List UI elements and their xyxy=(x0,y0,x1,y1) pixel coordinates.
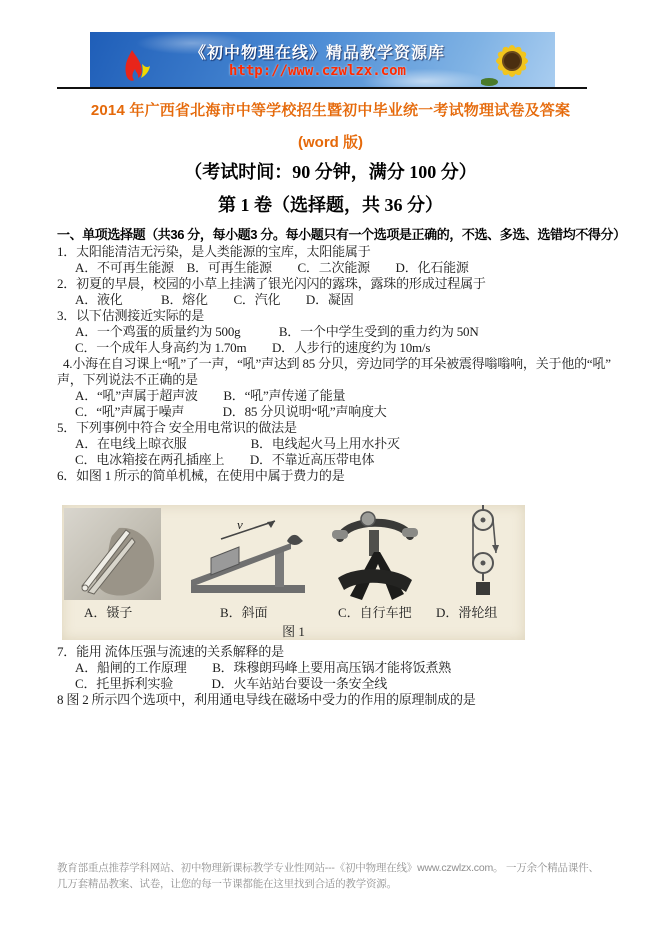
footer-line-2: 几万套精品教案、试卷，让您的每一节课都能在这里找到合适的教学资源。 xyxy=(57,878,397,890)
site-banner xyxy=(90,32,555,88)
question-4-stem-line1: 4.小海在自习课上“吼”了一声，“吼”声达到 85 分贝，旁边同学的耳朵被震得嗡嗡响，关于他的“吼” xyxy=(63,356,611,371)
figure-label-tweezers: A．镊子 xyxy=(84,605,133,620)
question-4-options-ab: A．“吼”声属于超声波 B．“吼”声传递了能量 xyxy=(75,388,346,403)
pulley-system-image xyxy=(458,505,508,605)
question-3-stem: 3．以下估测接近实际的是 xyxy=(57,308,205,323)
figure-caption: 图 1 xyxy=(282,624,305,639)
question-3-options-ab: A．一个鸡蛋的质量约为 500g B．一个中学生受到的重力约为 50N xyxy=(75,324,479,339)
question-4-options-cd: C．“吼”声属于噪声 D．85 分贝说明“吼”声响度大 xyxy=(75,404,387,419)
bicycle-handlebar-image xyxy=(328,508,420,608)
tweezers-image xyxy=(64,508,161,600)
question-5-options-ab: A．在电线上晾衣服 B．电线起火马上用水扑灭 xyxy=(75,436,400,451)
site-logo-flame-icon xyxy=(118,46,158,86)
figure-label-handlebar: C．自行车把 xyxy=(338,605,412,620)
question-1-options: A．不可再生能源 B．可再生能源 C．二次能源 D．化石能源 xyxy=(75,260,469,275)
volume-title: 第 1 卷（选择题，共 36 分） xyxy=(218,195,443,215)
question-2-options: A．液化 B．熔化 C．汽化 D．凝固 xyxy=(75,292,354,307)
question-block-1 xyxy=(57,226,626,484)
document-title: 2014 年广西省北海市中等学校招生暨初中毕业统一考试物理试卷及答案 xyxy=(90,102,571,119)
document-edition: (word 版) xyxy=(298,134,363,151)
site-url-link[interactable]: http://www.czwlzx.com xyxy=(228,63,406,79)
section-heading: 一、单项选择题（共36 分，每小题3 分。每小题只有一个选项是正确的，不选、多选、选错均不得分） xyxy=(57,227,626,242)
question-4-stem-line2: 声，下列说法不正确的是 xyxy=(57,372,198,387)
question-2-stem: 2．初夏的早晨，校园的小草上挂满了银光闪闪的露珠，露珠的形成过程属于 xyxy=(57,276,486,291)
question-3-options-cd: C．一个成年人身高约为 1.70m D．人步行的速度约为 10m/s xyxy=(75,340,431,355)
site-title: 《初中物理在线》精品教学资源库 xyxy=(189,45,445,62)
question-8-stem: 8 图 2 所示四个选项中，利用通电导线在磁场中受力的作用的原理制成的是 xyxy=(57,692,476,707)
header-divider xyxy=(57,87,587,89)
figure-1 xyxy=(62,505,525,640)
question-block-2 xyxy=(57,644,609,708)
question-7-stem: 7．能用 流体压强与流速的关系解释的是 xyxy=(57,644,284,659)
page-footer xyxy=(57,860,617,892)
question-5-stem: 5．下列事例中符合 安全用电常识的做法是 xyxy=(57,420,297,435)
footer-line-1: 教育部重点推荐学科网站、初中物理新课标教学专业性网站---《初中物理在线》www.czwlzx.com。 一万余个精品课件、 xyxy=(57,862,599,874)
question-5-options-cd: C．电冰箱接在两孔插座上 D．不靠近高压带电体 xyxy=(75,452,375,467)
sunflower-icon xyxy=(481,34,541,88)
velocity-label: v xyxy=(237,517,243,532)
exam-time-score: （考试时间：90 分钟，满分 100 分） xyxy=(184,162,477,182)
inclined-plane-image xyxy=(187,513,309,606)
figure-label-pulley: D．滑轮组 xyxy=(436,605,498,620)
figure-label-incline: B．斜面 xyxy=(220,605,268,620)
question-6-stem: 6．如图 1 所示的简单机械，在使用中属于费力的是 xyxy=(57,468,345,483)
question-7-options-ab: A．船闸的工作原理 B．珠穆朗玛峰上要用高压锅才能将饭煮熟 xyxy=(75,660,452,675)
question-7-options-cd: C．托里拆利实验 D．火车站站台要设一条安全线 xyxy=(75,676,388,691)
question-1-stem: 1．太阳能清洁无污染，是人类能源的宝库，太阳能属于 xyxy=(57,244,371,259)
